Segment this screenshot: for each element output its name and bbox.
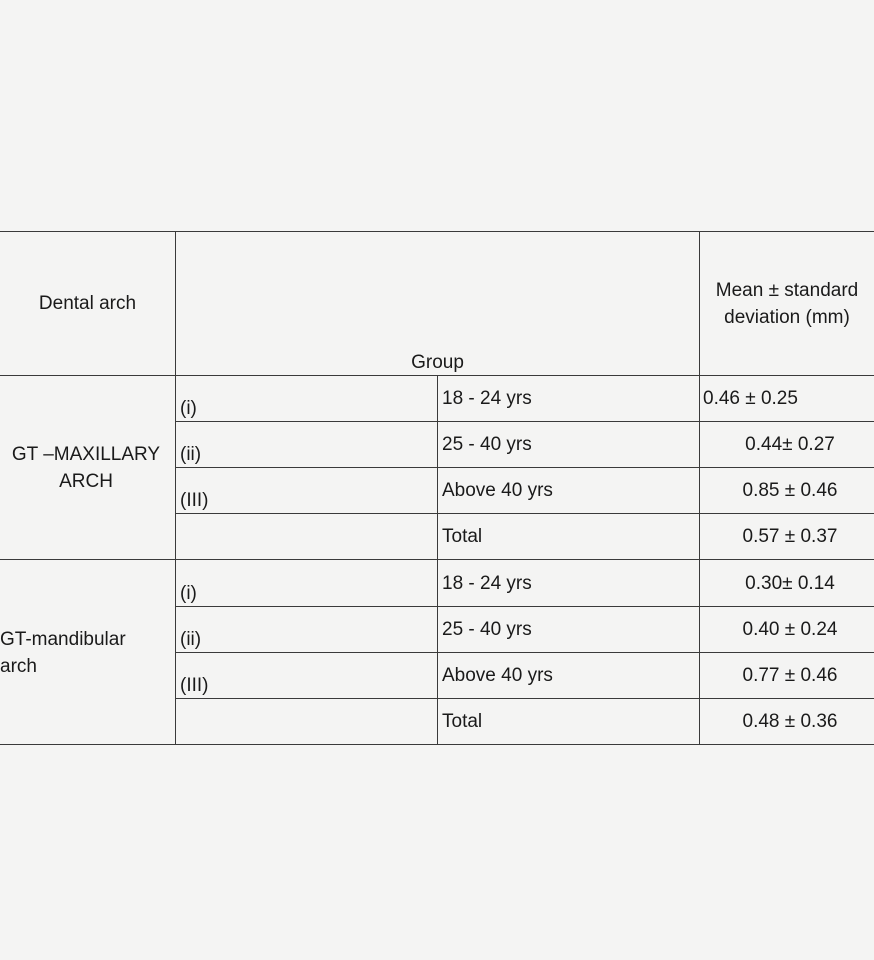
age-range: 18 - 24 yrs — [442, 388, 532, 409]
mean-sd-value: 0.44± 0.27 — [745, 434, 835, 455]
mean-sd-value-total: 0.57 ± 0.37 — [742, 526, 838, 547]
column-line-arch — [175, 231, 176, 745]
age-range-total: Total — [442, 526, 483, 547]
age-range: 25 - 40 yrs — [442, 619, 532, 640]
arch-label-maxillary-line1: GT –MAXILLARY — [11, 444, 161, 465]
mean-sd-value: 0.85 ± 0.46 — [742, 480, 838, 501]
row-line — [176, 698, 874, 699]
row-line — [176, 606, 874, 607]
header-dental-arch: Dental arch — [38, 293, 137, 314]
age-range: 18 - 24 yrs — [442, 573, 532, 594]
group-code: (ii) — [180, 629, 202, 650]
row-line — [176, 467, 874, 468]
table-border-top — [0, 231, 874, 232]
group-code: (III) — [180, 675, 209, 696]
mean-sd-value: 0.77 ± 0.46 — [742, 665, 838, 686]
arch-label-mandibular-line2: arch — [0, 656, 37, 677]
age-range-total: Total — [442, 711, 483, 732]
header-group: Group — [411, 352, 464, 373]
column-line-code — [437, 375, 438, 745]
row-line — [176, 421, 874, 422]
age-range: Above 40 yrs — [442, 480, 553, 501]
group-code: (i) — [180, 398, 197, 419]
age-range: Above 40 yrs — [442, 665, 553, 686]
arch-label-mandibular-line1: GT-mandibular — [0, 629, 126, 650]
mean-sd-value: 0.40 ± 0.24 — [742, 619, 838, 640]
group-code: (III) — [180, 490, 209, 511]
age-range: 25 - 40 yrs — [442, 434, 532, 455]
group-code: (i) — [180, 583, 197, 604]
mean-sd-value: 0.30± 0.14 — [745, 573, 835, 594]
mean-sd-value-total: 0.48 ± 0.36 — [742, 711, 838, 732]
row-line — [176, 652, 874, 653]
row-line — [176, 513, 874, 514]
group-code: (ii) — [180, 444, 202, 465]
arch-label-maxillary-line2: ARCH — [59, 471, 113, 492]
mean-sd-value: 0.46 ± 0.25 — [703, 388, 798, 409]
header-mean-sd-line1: Mean ± standard — [715, 280, 859, 301]
header-mean-sd-line2: deviation (mm) — [724, 307, 850, 328]
